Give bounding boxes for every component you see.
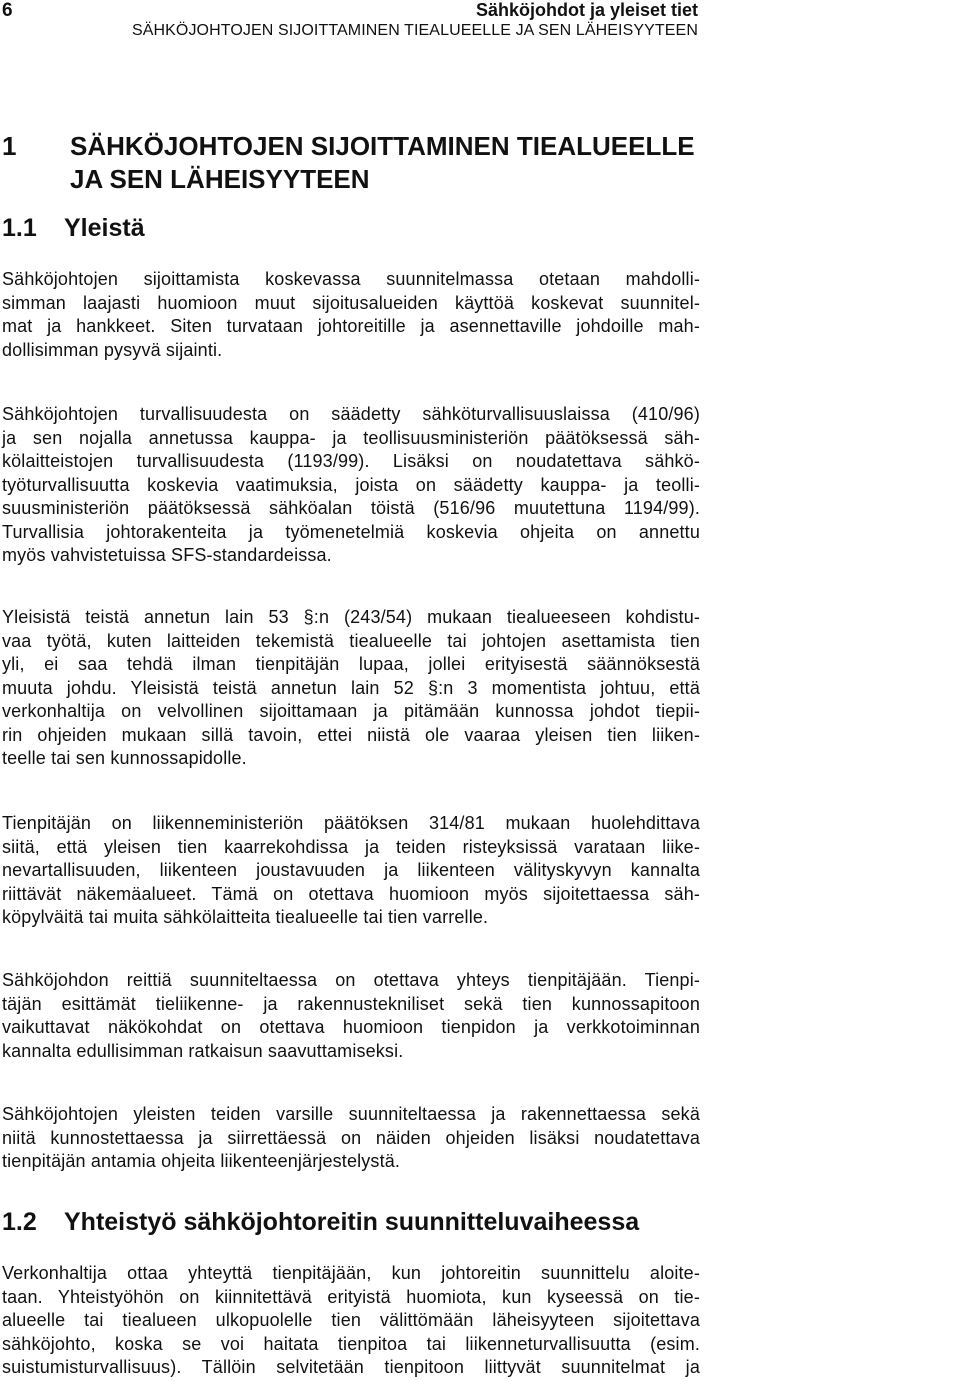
paragraph-line: Sähköjohtojen sijoittamista koskevassa suunnitelmassa otetaan mahdolli- bbox=[2, 269, 700, 289]
page-number: 6 bbox=[2, 0, 13, 21]
paragraph-line: Sähköjohdon reittiä suunniteltaessa on otettava yhteys tienpitäjään. Tienpi- bbox=[2, 970, 700, 990]
paragraph-line: niitä kunnostettaessa ja siirrettäessä on näiden ohjeiden lisäksi noudatettava bbox=[2, 1127, 700, 1148]
paragraph-line: mat ja hankkeet. Siten turvataan johtoreitille ja asennettaville johdoille mah- bbox=[2, 316, 700, 336]
paragraph-line: alueelle tai tiealueen ulkopuolelle tien välittömään läheisyyteen sijoitettava bbox=[2, 1310, 700, 1330]
paragraph-3 bbox=[2, 606, 700, 771]
paragraph-7 bbox=[2, 1262, 700, 1380]
running-header-title: Sähköjohdot ja yleiset tiet bbox=[475, 0, 698, 20]
paragraph-line: täjän esittämät tieliikenne- ja rakennustekniliset sekä tien kunnossapitoon bbox=[2, 993, 700, 1014]
section-title: Yhteistyö sähköjohtoreitin suunnitteluvaiheessa bbox=[64, 1208, 640, 1236]
paragraph-line: yli, ei saa tehdä ilman tienpitäjän lupaa, jollei erityisestä säännöksestä bbox=[2, 654, 700, 674]
paragraph-1 bbox=[2, 268, 700, 362]
paragraph-line: ja sen nojalla annetussa kauppa- ja teollisuusministeriön päätöksessä säh- bbox=[2, 427, 700, 448]
paragraph-line: Yleisistä teistä annetun lain 53 §:n (243/54) mukaan tiealueeseen kohdistu- bbox=[2, 607, 700, 627]
paragraph-line: myös vahvistetuissa SFS-standardeissa. bbox=[2, 545, 332, 565]
paragraph-line: suusministeriön päätöksessä sähköalan töistä (516/96 muutettuna 1194/99). bbox=[2, 498, 700, 518]
paragraph-line: verkonhaltija on velvollinen sijoittamaan ja pitämään kunnossa johdot tiepii- bbox=[2, 701, 700, 721]
paragraph-line: nevartallisuuden, liikenteen joustavuuden ja liikenteen välityskyvyn kannalta bbox=[2, 860, 700, 880]
paragraph-line: simman laajasti huomioon muut sijoitusalueiden käyttöä koskevat suunnitel- bbox=[2, 292, 700, 313]
paragraph-line: työturvallisuutta koskevia vaatimuksia, joista on säädetty kauppa- ja teolli- bbox=[2, 474, 700, 495]
paragraph-line: taan. Yhteistyöhön on kiinnitettävä erityistä huomiota, kun kyseessä on tie- bbox=[2, 1286, 700, 1307]
paragraph-5 bbox=[2, 969, 700, 1063]
paragraph-line: vaikuttavat näkökohdat on otettava huomioon tienpidon ja verkkotoiminnan bbox=[2, 1017, 700, 1037]
chapter-title-line1: SÄHKÖJOHTOJEN SIJOITTAMINEN TIEALUEELLE bbox=[70, 131, 695, 161]
section-heading-1-2 bbox=[2, 1208, 639, 1237]
section-heading-1-1 bbox=[2, 214, 145, 243]
paragraph-line: Turvallisia johtorakenteita ja työmenetelmiä koskevia ohjeita on annettu bbox=[2, 521, 700, 542]
section-number: 1.2 bbox=[2, 1208, 37, 1236]
paragraph-line: vaa työtä, kuten laitteiden tekemistä tiealueelle tai johtojen asettamista tien bbox=[2, 630, 700, 651]
paragraph-line: suistumisturvallisuus). Tällöin selvitetään tienpitoon liittyvät suunnitelmat ja bbox=[2, 1357, 700, 1377]
section-title: Yleistä bbox=[64, 214, 145, 242]
paragraph-line: tienpitäjän antamia ohjeita liikenteenjärjestelystä. bbox=[2, 1151, 401, 1171]
paragraph-line: teelle tai sen kunnossapidolle. bbox=[2, 748, 247, 768]
paragraph-line: Sähköjohtojen turvallisuudesta on säädetty sähköturvallisuuslaissa (410/96) bbox=[2, 404, 700, 424]
paragraph-6 bbox=[2, 1103, 700, 1174]
paragraph-line: rin ohjeiden mukaan sillä tavoin, ettei niistä ole vaaraa yleisen tien liiken- bbox=[2, 724, 700, 745]
paragraph-line: Tienpitäjän on liikenneministeriön päätöksen 314/81 mukaan huolehdittava bbox=[2, 813, 700, 833]
chapter-number: 1 bbox=[2, 131, 17, 161]
paragraph-line: muuta johdu. Yleisistä teistä annetun lain 52 §:n 3 momentista johtuu, että bbox=[2, 677, 700, 698]
paragraph-line: kannalta edullisimman ratkaisun saavuttamiseksi. bbox=[2, 1040, 404, 1061]
paragraph-2 bbox=[2, 403, 700, 568]
section-number: 1.1 bbox=[2, 214, 37, 242]
paragraph-line: kölaitteistojen turvallisuudesta (1193/99). Lisäksi on noudatettava sähkö- bbox=[2, 451, 700, 471]
paragraph-line: Sähköjohtojen yleisten teiden varsille suunniteltaessa ja rakennettaessa sekä bbox=[2, 1104, 700, 1124]
paragraph-line: köpylväitä tai muita sähkölaitteita tiealueelle tai tien varrelle. bbox=[2, 907, 489, 927]
paragraph-line: riittävät näkemäalueet. Tämä on otettava huomioon myös sijoitettaessa säh- bbox=[2, 883, 700, 904]
chapter-title-line2: JA SEN LÄHEISYYTEEN bbox=[70, 164, 370, 194]
running-header-subtitle: SÄHKÖJOHTOJEN SIJOITTAMINEN TIEALUEELLE JA SEN LÄHEISYYTEEN bbox=[131, 22, 698, 39]
paragraph-line: siitä, että yleisen tien kaarrekohdissa ja teiden risteyksissä varataan liike- bbox=[2, 836, 700, 857]
paragraph-line: Verkonhaltija ottaa yhteyttä tienpitäjään, kun johtoreitin suunnittelu aloite- bbox=[2, 1263, 700, 1283]
paragraph-line: dollisimman pysyvä sijainti. bbox=[2, 339, 223, 360]
paragraph-4 bbox=[2, 812, 700, 930]
paragraph-line: sähköjohto, koska se voi haitata tienpitoa tai liikenneturvallisuutta (esim. bbox=[2, 1333, 700, 1354]
